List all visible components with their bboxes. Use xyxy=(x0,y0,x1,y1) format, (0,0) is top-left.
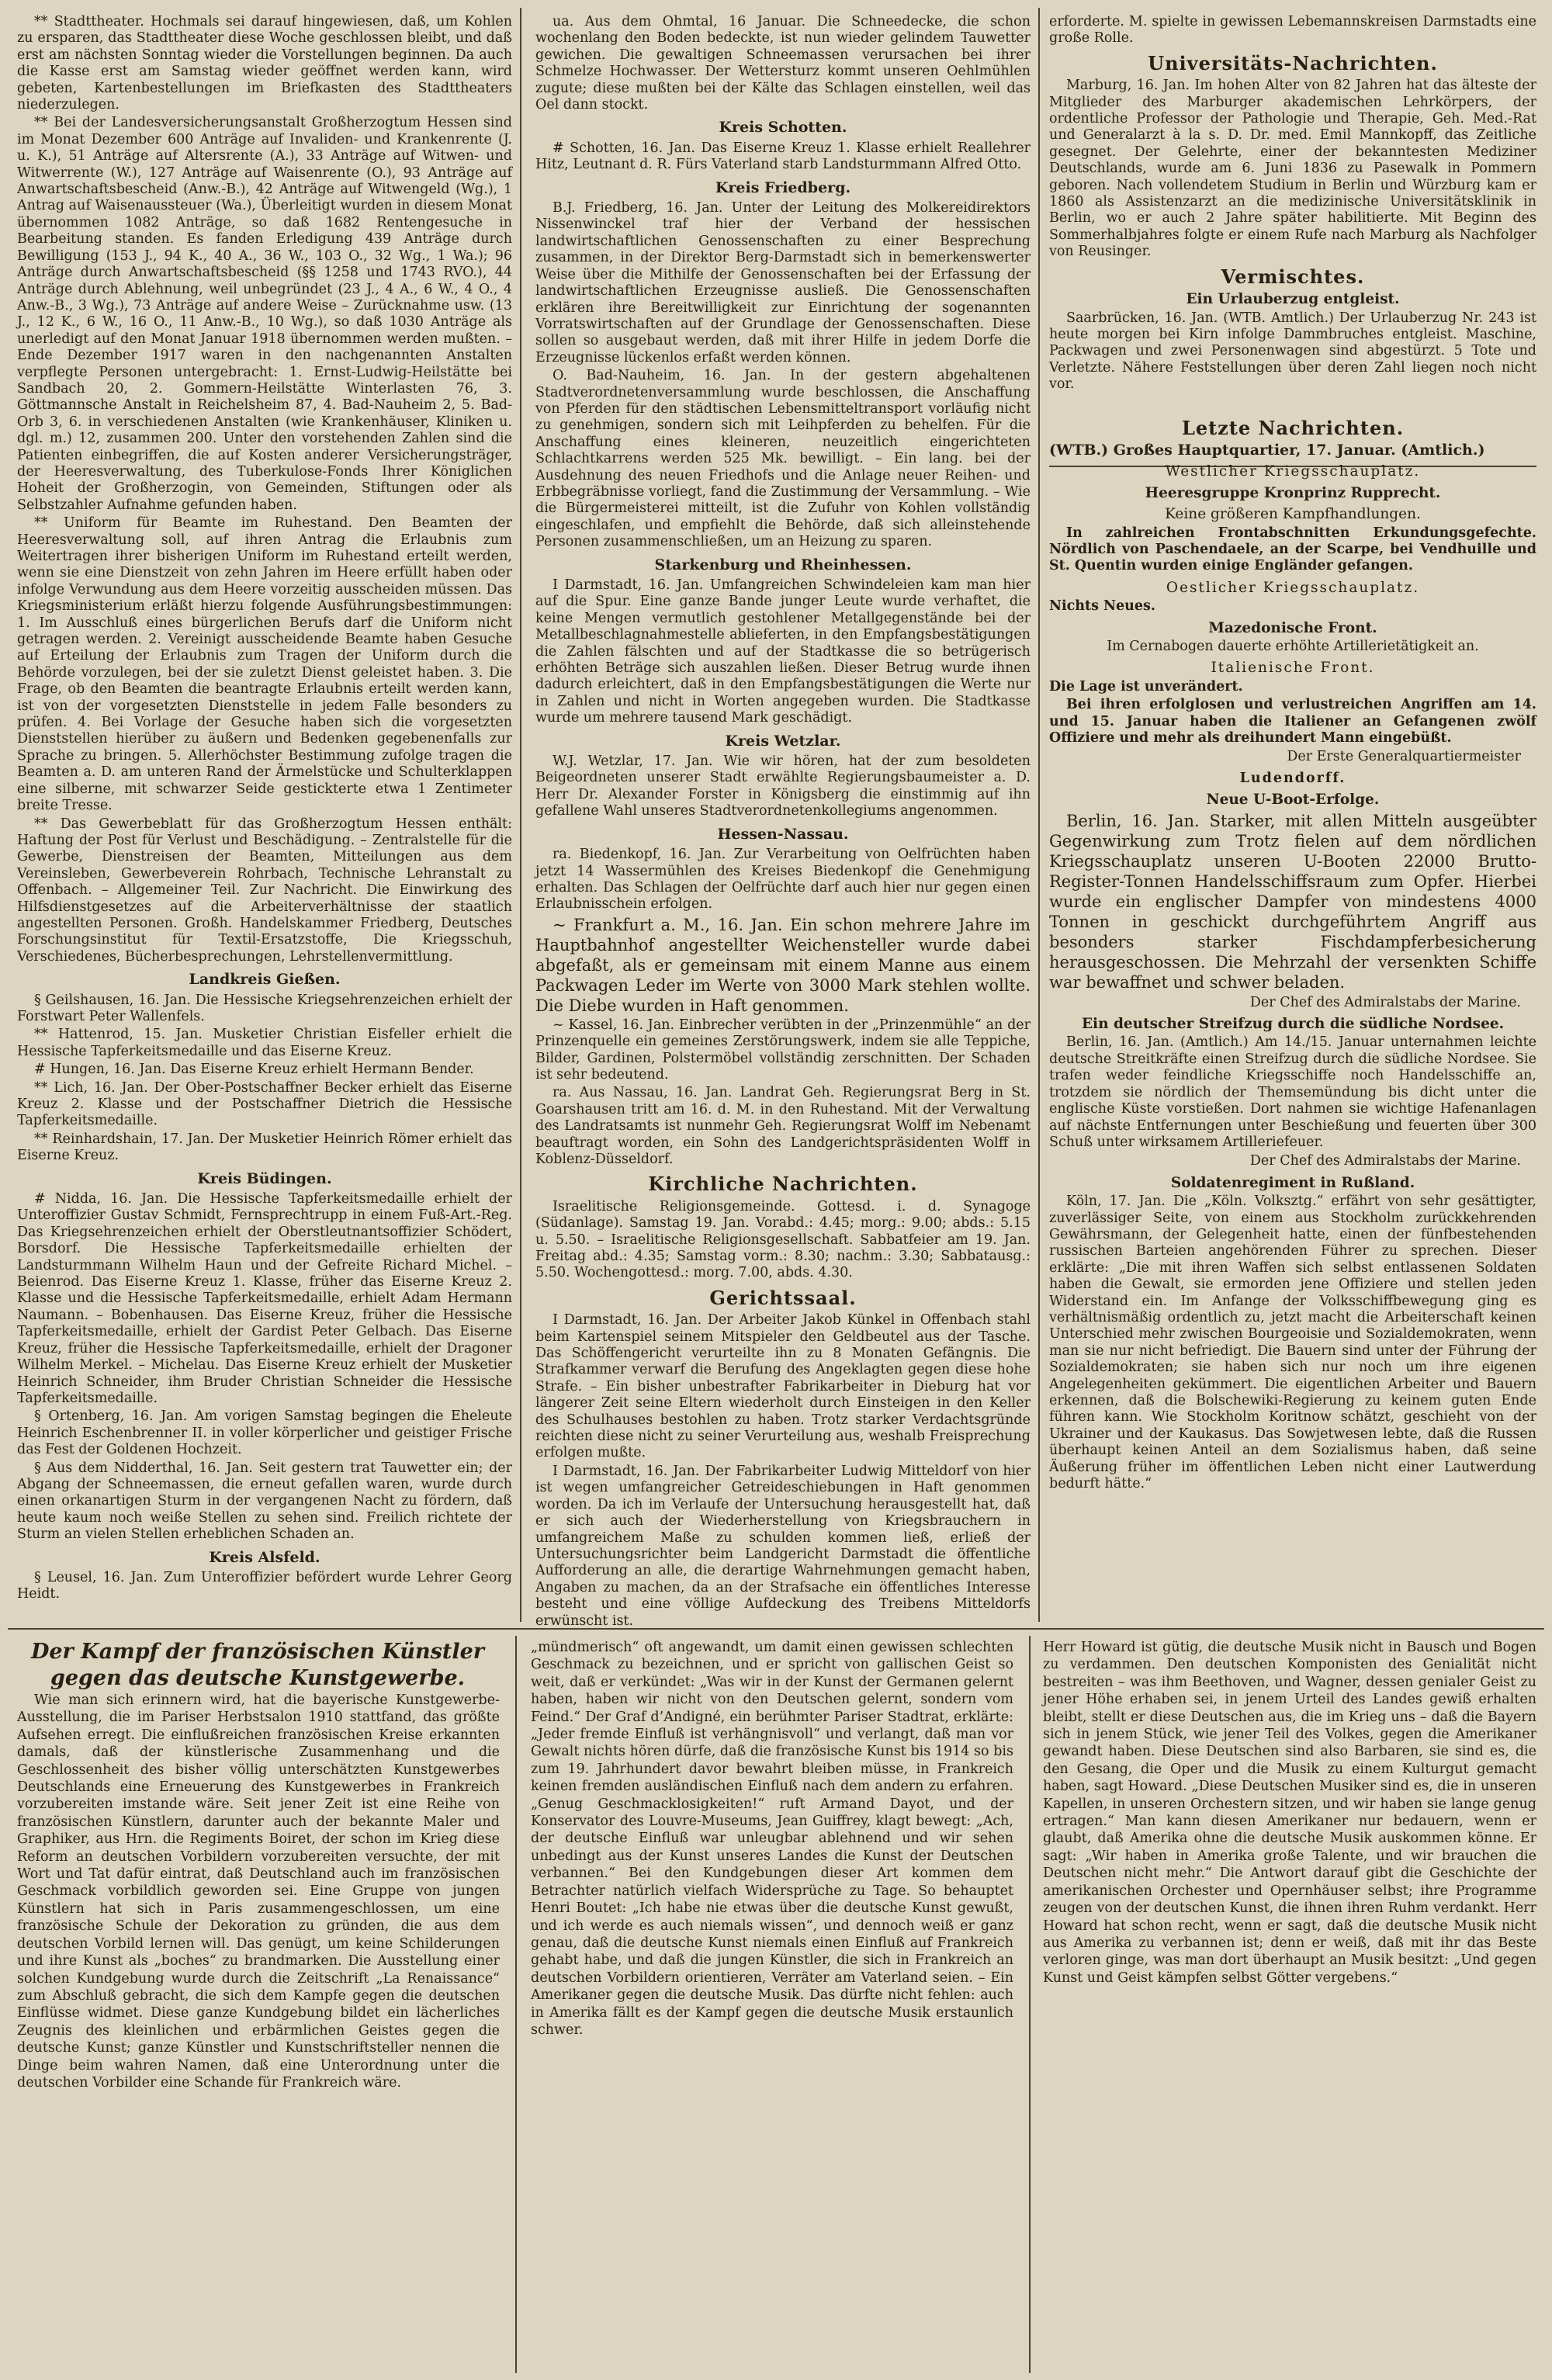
section-heading: Starkenburg und Rheinhessen. xyxy=(654,556,912,573)
section-heading: Letzte Nachrichten. xyxy=(1181,416,1405,439)
article-paragraph: Israelitische Religionsgemeinde. Gottesd. i. d. Synagoge (Südanlage). Samstag 19. Jan. Vorabd.: 4.45; morg.: 9.00; abds.: 5.15 u. 5.50. – Israelitische Religionsgesellschaft. Sabbatfeier am 19. Jan. Freitag abd.: 4.35; Samstag vorm.: 8.30; nachm.: 3.30; Sabbatausg.: 5.50. Wochengottesd.: morg. 7.00, abds. 4.30. xyxy=(535,1198,1031,1281)
section-heading: Kreis Friedberg. xyxy=(715,178,851,196)
article-paragraph: I Darmstadt, 16. Jan. Umfangreichen Schwindeleien kam man hier auf die Spur. Eine ganze Bande junger Leute wurde verhaftet, die keine Mengen vermutlich gestohlener Metallgegenstände bei der Metallbeschlagnahmestelle ablieferten, in den Empfangsbestätigungen die Zahlen fälschten und auf der Stadtkasse die so betrügerisch erhöhten Beträge sich auszahlen ließen. Dieser Betrug wurde ihnen dadurch erleichtert, daß in den Empfangsbestätigungen die Werte nur in Zahlen und nicht in Worten angegeben wurden. Die Stadtkasse wurde um mehrere tausend Mark geschädigt. xyxy=(535,577,1031,726)
article-paragraph: ** Bei der Landesversicherungsanstalt Großherzogtum Hessen sind im Monat Dezember 600 Anträge auf Invaliden- und Krankenrente (J. u. K.), 51 Anträge auf Altersrente (A.), 33 Anträge auf Witwen- und Witwerrente (W.), 127 Anträge auf Waisenrente (O.), 93 Anträge auf Anwartschaftsbescheid (Anw.-B.), 42 Anträge auf Witwengeld (Wg.), 1 Antrag auf Waisenaussteuer (Wa.), Überleitigt wurden in diesem Monat übernommen 1082 Anträge, so daß 1682 Rentengesuche in Bearbeitung standen. Es fanden Erledigung 439 Anträge durch Bewilligung (153 J., 94 K., 40 A., 36 W., 103 O., 32 Wg., 1 Wa.); 96 Anträge durch Anwartschaftsbescheid (§§ 1258 und 1743 RVO.), 44 Anträge durch Ablehnung, weil unbegründet (23 J., 4 A., 6 W., 4 O., 4 Anw.-B., 3 Wg.), 73 Anträge auf andere Weise – Zurücknahme usw. (13 J., 12 K., 6 W., 16 O., 11 Anw.-B., 10 Wg.), so daß 1030 Anträge als unerledigt auf den Monat Januar 1918 übernommen werden mußten. – Ende Dezember 1917 waren in den nachgenannten Anstalten verpflegte Personen untergebracht: 1. Ernst-Ludwig-Heilstätte bei Sandbach 20, 2. Gommern-Heilstätte Winterlasten 76, 3. Göttmannsche Anstalt in Reichelsheim 87, 4. Bad-Nauheim 2, 5. Bad-Orb 3, 6. in verschiedenen Anstalten (wie Krankenhäuser, Kliniken u. dgl. m.) 12, zusammen 200. Unter den vorstehenden Zahlen sind die Patienten einbegriffen, die auf Kosten anderer Versicherungsträger, der Heeresverwaltung, des Tuberkulose-Fonds Ihrer Königlichen Hoheit der Großherzogin, von Gemeinden, Stiftungen oder als Selbstzahler Aufnahme gefunden haben. xyxy=(17,115,512,513)
subheading: Heeresgruppe Kronprinz Rupprecht. xyxy=(1145,484,1441,501)
section-heading: Hessen-Nassau. xyxy=(717,825,849,843)
section-heading: Kreis Schotten. xyxy=(719,119,847,137)
section-heading: Kreis Büdingen. xyxy=(197,1169,332,1187)
article-paragraph: ** Das Gewerbeblatt für das Großherzogtum Hessen enthält: Haftung der Post für Verlust und Beschädigung. – Zentralstelle für die Gewerbe, Dienstreisen der Beamten, Mitteilungen aus dem Vereinsleben, Gewerbeverein Rohrbach, Technische Lehranstalt zu Offenbach. – Allgemeiner Teil. Zur Nachricht. Die Einwirkung des Hilfsdienstgesetzes auf die Arbeiterverhältnisse der staatlich angestellten Personen. Großh. Handelskammer Friedberg, Deutsches Forschungsinstitut für Textil-Ersatzstoffe, Die Kriegsschuh, Verschiedenes, Bücherbesprechungen, Lehrstellenvermittlung. xyxy=(17,816,512,965)
article-paragraph: § Geilshausen, 16. Jan. Die Hessische Kriegsehrenzeichen erhielt der Forstwart Peter Wallenfels. xyxy=(17,992,512,1024)
article-paragraph: # Hungen, 16. Jan. Das Eiserne Kreuz erhielt Hermann Bender. xyxy=(34,1062,474,1078)
article-paragraph: ra. Aus Nassau, 16. Jan. Landrat Geh. Regierungsrat Berg in St. Goarshausen tritt am 16. d. M. in den Ruhestand. Mit der Verwaltung des Landratsamts ist nunmehr Geh. Regierungsrat Wolff im Nebenamt beauftragt worden, ein Sohn des Landgerichtspräsidenten Wolff in Koblenz-Düsseldorf. xyxy=(535,1085,1031,1167)
article-paragraph: Im Cernabogen dauerte erhöhte Artillerietätigkeit an. xyxy=(1107,639,1479,654)
article-paragraph: # Nidda, 16. Jan. Die Hessische Tapferkeitsmedaille erhielt der Unteroffizier Gustav Schmidt, Fernsprechtrupp in einem Fuß-Art.-Reg. Das Kriegsehrenzeichen erhielt der Oberstleutnantsoffizier Schödert, Borsdorf. Die Hessische Tapferkeitsmedaille erhielten der Landsturmmann Wilhelm Haun und der Gefreite Richard Michel. – Beienrod. Das Eiserne Kreuz 1. Klasse, früher das Eiserne Kreuz 2. Klasse und die Hessische Tapferkeitsmedaille, erhielt Adam Hermann Naumann. – Bobenhausen. Das Eiserne Kreuz, früher die Hessische Tapferkeitsmedaille, erhielt der Gardist Peter Gelbach. Das Eiserne Kreuz, früher die Hessische Tapferkeitsmedaille, erhielt der Dragoner Wilhelm Merkel. – Michelau. Das Eiserne Kreuz erhielt der Musketier Heinrich Schneider, ihm Bruder Christian Schneider die Hessische Tapferkeitsmedaille. xyxy=(17,1191,512,1406)
dateline: (WTB.) Großes Hauptquartier, 17. Januar. (Amtlich.) xyxy=(1049,441,1485,459)
subheading: Keine größeren Kampfhandlungen. xyxy=(1165,506,1421,523)
subheading: Italienische Front. xyxy=(1211,660,1375,677)
column-middle xyxy=(535,14,1031,1629)
article-paragraph: § Aus dem Nidderthal, 16. Jan. Seit gestern trat Tauwetter ein; der Abgang der Schneemassen, die erneut gefallen waren, wurde durch einen orkanartigen Sturm in der vergangenen Nacht zu fördern, daß heute kaum noch weiße Stellen zu sehen sind. Freilich richtete der Sturm an vielen Stellen erheblichen Schaden an. xyxy=(17,1460,512,1543)
article-paragraph: I Darmstadt, 16. Jan. Der Fabrikarbeiter Ludwig Mitteldorf von hier ist wegen umfangreicher Getreideschiebungen in Haft genommen worden. Da ich im Verlaufe der Untersuchung herausgestellt hat, daß er sich auch der Wiederherstellung von Kriegsbrauchern in umfangreichem Maße zu schulden kommen ließ, erließ der Untersuchungsrichter beim Landgericht Darmstadt die öffentliche Aufforderung an alle, die derartige Wahrnehmungen gemacht haben, Angaben zu machen, da an der Strafsache ein öffentliches Interesse besteht und eine völlige Aufdeckung des Treibens Mitteldorfs erwünscht ist. xyxy=(535,1463,1031,1629)
column-rule xyxy=(1038,8,1040,1622)
article-paragraph: § Leusel, 16. Jan. Zum Unteroffizier befördert wurde Lehrer Georg Heidt. xyxy=(17,1569,512,1602)
article-paragraph: „mündmerisch“ oft angewandt, um damit einen gewissen schlechten Geschmack zu bezeichnen, und er spricht von gallischen Geist so weit, daß er verkündet: „Was wir in der Kunst der Germanen gelernt haben, haben wir nicht von den Deutschen gelernt, sondern vom Feind.“ Der Graf d’Andigné, ein berühmter Pariser Stadtrat, erklärte: „Jeder fremde Einfluß ist verhängnisvoll“ und verlangt, daß man vor Gewalt nichts hören dürfe, daß die französische Kunst bis 1914 so bis zum 19. Jahrhundert davor bewahrt bleiben müsse, in Frankreich keinen fremden ausländischen Einfluß nach dem andern zu erfahren. „Genug Geschmacklosigkeiten!“ ruft Armand Dayot, und der Konservator des Louvre-Museums, Jean Guiffrey, klagt bewegt: „Ach, der deutsche Einfluß war unleugbar ablehnend und wir sehen unbedingt aus der Kunst unseres Landes die Kunst der Deutschen verbannen.“ Bei den Kundgebungen dieser Art kommen dem Betrachter natürlich vielfach Widersprüche zu Tage. So behauptet Henri Boutet: „Ich habe nie etwas über die deutsche Kunst gewußt, und ich werde es auch niemals wissen“, und dennoch weiß er ganz genau, daß die deutsche Kunst niemals einen Einfluß auf Frankreich gehabt habe, und daß die jungen Künstler, die sich in Frankreich an deutschen Vorbildern orientieren, Verräter am Vaterland seien. – Ein Amerikaner gegen die deutsche Musik. Das dürfte nicht fehlen: auch in Amerika fällt es der Kampf gegen die deutsche Musik erstaunlich schwer. xyxy=(531,1640,1013,2038)
article-paragraph: Berlin, 16. Jan. Starker, mit allen Mitteln ausgeübter Gegenwirkung zum Trotz fielen auf dem nördlichen Kriegsschauplatz unseren U-Booten 22000 Brutto-Register-Tonnen Handelsschiffsraum zum Opfer. Hierbei wurde ein englischer Dampfer von mindestens 4000 Tonnen in geschickt durchgeführtem Angriff aus besonders starker Fischdampferbesicherung herausgeschossen. Die Mehrzahl der versenkten Schiffe war bewaffnet und schwer beladen. xyxy=(1049,811,1536,992)
article-paragraph: ~ Frankfurt a. M., 16. Jan. Ein schon mehrere Jahre im Hauptbahnhof angestellter Weichensteller wurde dabei abgefaßt, als er gemeinsam mit einem Manne aus einem Packwagen Leder im Werte von 3000 Mark stehlen wollte. Die Diebe wurden in Haft genommen. xyxy=(535,915,1031,1015)
section-heading: Kreis Alsfeld. xyxy=(209,1548,320,1566)
feature-column xyxy=(1043,1639,1536,2368)
article-paragraph: Bei ihren erfolglosen und verlustreichen Angriffen am 14. und 15. Januar haben die Italiener an Gefangenen zwölf Offiziere und mehr als dreihundert Mann eingebüßt. xyxy=(1049,697,1536,747)
subheading: Westlicher Kriegsschauplatz. xyxy=(1165,463,1421,480)
signature: Der Chef des Admiralstabs der Marine. xyxy=(1249,1153,1521,1169)
feature-column xyxy=(531,1639,1013,2368)
feature-article xyxy=(17,1639,1536,2368)
subheading: Ein Urlauberzug entgleist. xyxy=(1186,291,1400,308)
article-paragraph: ** Reinhardshain, 17. Jan. Der Musketier Heinrich Römer erhielt das Eiserne Kreuz. xyxy=(17,1131,512,1164)
article-paragraph: ** Hattenrod, 15. Jan. Musketier Christian Eisfeller erhielt die Hessische Tapferkeitsmedaille und das Eiserne Kreuz. xyxy=(17,1027,512,1059)
feature-title: Der Kampf der französischen Künstler gegen das deutsche Kunstgewerbe. xyxy=(30,1640,485,1690)
article-paragraph: Wie man sich erinnern wird, hat die bayerische Kunstgewerbe-Ausstellung, die im Pariser Herbstsalon 1910 stattfand, das größte Aufsehen erregt. Die einflußreichen französischen Kreise erkannten damals, daß der künstlerische Zusammenhang und die Geschlossenheit des bisher völlig unterschätzten Kunstgewerbes Deutschlands eine Erneuerung des Kunstgewerbes in Frankreich vorzubereiten imstande wäre. Seit jener Zeit ist eine Reihe von französischen Künstlern, darunter auch der bekannte Maler und Graphiker, aus Hrn. die Regiments Boiret, der schon im Krieg diese Reform an deutschen Vorbildern vorzubereiten versuchte, der mit Wort und Tat dafür eintrat, daß Deutschland auch im französischen Geschmack vorbildlich geworden sei. Eine Gruppe von jungen Künstlern hat sich in Paris zusammengeschlossen, um eine französische Schule der Dekoration zu gründen, die aus dem deutschen Vorbild lernen will. Das genügt, um keine Schilderungen und ihre Kunst als „boches“ zu brandmarken. Die Ausstellung einer solchen Kundgebung wurde durch die Zeitschrift „La Renaissance“ zum Abschluß gebracht, die sich dem Kampfe gegen die deutschen Einflüsse widmet. Diese ganze Kundgebung bildet ein lächerliches Zeugnis des kleinlichen und erbärmlichen Geistes gegen die deutsche Kunst; ganze Künstler und Kunstschriftsteller nennen die Dinge beim wahren Namen, daß eine Unterordnung unter die deutschen Vorbilder eine Schande für Frankreich wäre. xyxy=(17,1692,500,2091)
article-paragraph: In zahlreichen Frontabschnitten Erkundungsgefechte. Nördlich von Paschendaele, an der Scarpe, bei Vendhuille und St. Quentin wurden einige Engländer gefangen. xyxy=(1049,525,1536,574)
article-paragraph: I Darmstadt, 16. Jan. Der Arbeiter Jakob Künkel in Offenbach stahl beim Kartenspiel seinem Mitspieler den Geldbeutel aus der Tasche. Das Schöffengericht verurteilte ihn zu 8 Monaten Gefängnis. Die Strafkammer verwarf die Berufung des Angeklagten gegen diese hohe Strafe. – Ein bisher unbestrafter Fabrikarbeiter in Dieburg hat vor längerer Zeit seine Eltern wiederholt durch Einsteigen in den Keller des Schulhauses bestohlen zu haben. Trotz starker Verdachtsgründe reichten diese nicht zu seiner Verurteilung aus, weshalb Freisprechung erfolgen mußte. xyxy=(535,1312,1031,1461)
article-paragraph: ** Uniform für Beamte im Ruhestand. Den Beamten der Heeresverwaltung soll, auf ihren Antrag die Erlaubnis zum Weitertragen ihrer bisherigen Uniform im Ruhestand erteilt werden, wenn sie eine Dienstzeit von zehn Jahren im Heere erfüllt haben oder infolge Verwundung aus dem Heere vorzeitig ausscheiden müssen. Das Kriegsministerium erläßt hierzu folgende Ausführungsbestimmungen: 1. Im Ausschluß eines bürgerlichen Berufs darf die Uniform nicht getragen werden. 2. Vereinigt ausscheidende Beamte haben Gesuche auf Erteilung der Erlaubnis zum Tragen der Uniform durch die Behörde vorzulegen, bei der sie zuletzt Dienst geleistet haben. 3. Die Frage, ob den Beamten die beantragte Erlaubnis erteilt werden kann, ist von der vorgesetzten Dienststelle in jedem Falle besonders zu prüfen. 4. Bei Vorlage der Gesuche haben sich die vorgesetzten Dienststellen hierüber zu äußern und Bedenken gegebenenfalls zur Sprache zu bringen. 5. Allerhöchster Bestimmung zufolge tragen die Beamten a. D. am unteren Rand der Ärmelstücke und Schulterklappen eine silberne, mit schwarzer Seide gestickterte etwa 1 Zentimeter breite Tresse. xyxy=(17,515,512,814)
article-paragraph: Marburg, 16. Jan. Im hohen Alter von 82 Jahren hat das älteste der Mitglieder des Marburger akademischen Lehrkörpers, der ordentliche Professor der Pathologie und Therapie, Geh. Med.-Rat und Generalarzt à la s. D. Dr. med. Emil Mannkopff, das Zeitliche gesegnet. Der Gelehrte, einer der bekanntesten Mediziner Deutschlands, wurde am 6. Juni 1836 zu Pasewalk in Pommern geboren. Nach vollendetem Studium in Berlin und Würzburg kam er 1860 als Assistenzarzt an die medizinische Universitätsklinik in Berlin, wo er auch 2 Jahre später habilitierte. Mit Beginn des Sommerhalbjahres folgte er einem Rufe nach Marburg als Nachfolger von Reusinger. xyxy=(1049,78,1536,260)
section-heading: Kirchliche Nachrichten. xyxy=(648,1173,918,1196)
article-paragraph: B.J. Friedberg, 16. Jan. Unter der Leitung des Molkereidirektors Nissenwinckel traf hier der Verband der hessischen landwirtschaftlichen Genossenschaften zu einer Besprechung zusammen, in der Direktor Berg-Darmstadt sich in bemerkenswerter Weise über die Mithilfe der Genossenschaften bei der Erfassung der landwirtschaftlichen Erzeugnisse ausließ. Die Genossenschaften erklären ihre Bereitwilligkeit zur Einrichtung der sogenannten Vorratswirtschaften auf der Grundlage der Genossenschaften. Diese sollen so ausgebaut werden, daß mit ihrer Hilfe in jedem Dorfe die Erzeugnisse lückenlos erfaßt werden können. xyxy=(535,200,1031,365)
section-heading: Landkreis Gießen. xyxy=(189,971,341,989)
section-heading: Vermischtes. xyxy=(1221,265,1365,288)
article-paragraph: ** Lich, 16. Jan. Der Ober-Postschaffner Becker erhielt das Eiserne Kreuz 2. Klasse und der Postschaffner Dietrich die Hessische Tapferkeitsmedaille. xyxy=(17,1079,512,1129)
article-paragraph: Die Lage ist unverändert. xyxy=(1049,678,1243,695)
article-paragraph: O. Bad-Nauheim, 16. Jan. In der gestern abgehaltenen Stadtverordnetenversammlung wurde beschlossen, die Anschaffung von Pferden für den städtischen Lebensmitteltransport vorläufig nicht zu genehmigen, sondern sich mit Leihpferden zu behelfen. Für die Anschaffung eines kleineren, neuzeitlich eingerichteten Schlachtkarrens werden 525 Mk. bewilligt. – Ein lang. bei der Ausdehnung des neuen Friedhofs und die Anlage neuer Reihen- und Erbbegräbnisse vorliegt, fand die Zustimmung der Versammlung. – Wie die Bürgermeisterei mitteilt, ist die Zufuhr von Kohlen vollständig eingeschlafen, und empfiehlt die Behörde, daß sich alleinstehende Personen zusammenschließen, um an Heizung zu sparen. xyxy=(535,368,1031,550)
feature-column xyxy=(17,1639,500,2368)
subheading: Mazedonische Front. xyxy=(1208,619,1377,636)
signature: Ludendorff. xyxy=(1239,770,1346,786)
subheading: Ein deutscher Streifzug durch die südliche Nordsee. xyxy=(1081,1016,1505,1033)
section-heading: Universitäts-Nachrichten. xyxy=(1148,51,1438,74)
subheading: Soldatenregiment in Rußland. xyxy=(1170,1174,1415,1191)
article-paragraph: Köln, 17. Jan. Die „Köln. Volksztg.“ erfährt von sehr gesättigter, zuverlässiger Seite, von einem aus Stockholm zurückkehrenden Gewährsmann, der Gelegenheit hatte, einen der fünfbestehenden russischen Barteien angehörenden Führer zu sprechen. Dieser erklärte: „Die mit ihren Waffen sich selbst entlassenen Soldaten haben die Gewalt, sie ermorden jene Offiziere und stellen jeden Widerstand ein. Im Anfange der Volksschiffbewegung ging es verhältnismäßig ordentlich zu, jetzt macht die Arbeiterschaft keinen Unterschied mehr zwischen Bourgeoisie und Sozialdemokraten, wenn man sie nur nicht befriedigt. Die Bauern sind unter der Führung der Sozialdemokraten; sie haben sich nur noch um ihre eigenen Angelegenheiten gekümmert. Die eigentlichen Arbeiter und Bauern erkennen, daß die Bolschewiki-Regierung zu keinem guten Ende führen kann. Wie Stockholm Koritnow schätzt, geschieht von der Ukrainer und der Kaukasus. Das Sowjetwesen lebte, daß die Russen überhaupt keinen Anteil an dem Sozialismus haben, daß seine Äußerung früher im öffentlichen Leben nicht einer Lautwerdung bedurft hätte.“ xyxy=(1049,1193,1536,1492)
signature: Der Chef des Admiralstabs der Marine. xyxy=(1249,994,1521,1010)
signature: Der Erste Generalquartiermeister xyxy=(1287,749,1521,765)
article-paragraph: Saarbrücken, 16. Jan. (WTB. Amtlich.) Der Urlauberzug Nr. 243 ist heute morgen bei Kirn infolge Dammbruches entgleist. Maschine, Packwagen und zwei Personenwagen sind abgestürzt. 5 Tote und Verletzte. Nähere Feststellungen über deren Zahl liegen noch nicht vor. xyxy=(1049,310,1536,393)
article-paragraph: ra. Biedenkopf, 16. Jan. Zur Verarbeitung von Oelfrüchten haben jetzt 14 Wassermühlen des Kreises Biedenkopf die Genehmigung erhalten. Das Schlagen der Oelfrüchte darf auch hier nur gegen einen Erlaubnisschein erfolgen. xyxy=(535,847,1031,913)
article-paragraph: Herr Howard ist gütig, die deutsche Musik nicht in Bausch und Bogen zu verdammen. Den deutschen Komponisten des Genialität nicht bestreiten – was ihm Beethoven, und Wagner, dessen genialer Geist zu jener Höhe erhaben sei, in jenem Urteil des Landes gewiß erhalten bleibt, stellt er diese Deutschen aus, die im Krieg uns – daß die Bayern sich in jenem Stück, wie jener Teil des Volkes, gegen die Amerikaner gewandt haben. Diese Deutschen sind also Barbaren, sie sind es, die den Gesang, die Oper und die Musik zu einem Kulturgut gemacht haben, sagt Howard. „Diese Deutschen Musiker sind es, die in unseren Kapellen, in unseren Orchestern sitzen, und wir haben sie lange genug ertragen.“ Man kann diesen Amerikaner nur bedauern, wenn er glaubt, daß Amerika ohne die deutsche Musik auskommen könne. Er sagt: „Wir haben in Amerika große Talente, und wir brauchen die Deutschen nicht mehr.“ Die Antwort darauf gibt die Geschichte der amerikanischen Orchester und Opernhäuser selbst; ihre Programme zeugen von der deutschen Kunst, die ihnen ihren Ruhm verdankt. Herr Howard hat schon recht, wenn er sagt, daß die deutsche Musik nicht aus Amerika zu verbannen ist; denn er weiß, daß mit ihr das Beste verloren ginge, was man dort überhaupt an Musik besitzt: „Und gegen Kunst und Geist kämpfen selbst Götter vergebens.“ xyxy=(1043,1640,1536,1986)
article-paragraph: ua. Aus dem Ohmtal, 16 Januar. Die Schneedecke, die schon wochenlang den Boden bedeckte, ist nun wieder gelindem Tauwetter gewichen. Die gewaltigen Schneemassen verursachen bei ihrer Schmelze Hochwasser. Der Wettersturz kommt unseren Oehlmühlen zugute; diese mußten bei der Kälte das Schlagen einstellen, weil das Oel dann stockt. xyxy=(535,14,1031,113)
article-paragraph: W.J. Wetzlar, 17. Jan. Wie wir hören, hat der zum besoldeten Beigeordneten unserer Stadt erwählte Regierungsbaumeister a. D. Herr Dr. Alexander Forster in Königsberg die einstimmig auf ihn gefallene Wahl unseres Stadtverordnetenkollegiums angenommen. xyxy=(535,753,1031,819)
article-paragraph: Nichts Neues. xyxy=(1049,598,1155,615)
column-rule xyxy=(520,8,521,1622)
article-paragraph: § Ortenberg, 16. Jan. Am vorigen Samstag begingen die Eheleute Heinrich Eschenbrenner II. in voller körperlicher und geistiger Frische das Fest der Goldenen Hochzeit. xyxy=(17,1408,512,1458)
article-paragraph: Berlin, 16. Jan. (Amtlich.) Am 14./15. Januar unternahmen leichte deutsche Streitkräfte einen Streifzug durch die südliche Nordsee. Sie trafen weder feindliche Kriegsschiffe noch Handelsschiffe an, trotzdem sie nördlich der Themsemündung bis dicht unter die englische Küste vorstießen. Dort nahmen sie wichtige Hafenanlagen auf nächste Entfernungen unter Beschießung und feuerten über 300 Schuß unter wirksamem Artilleriefeuer. xyxy=(1049,1034,1536,1150)
article-paragraph: # Schotten, 16. Jan. Das Eiserne Kreuz 1. Klasse erhielt Reallehrer Hitz, Leutnant d. R. Fürs Vaterland starb Landsturmmann Alfred Otto. xyxy=(535,140,1031,173)
subheading: Neue U-Boot-Erfolge. xyxy=(1206,792,1380,809)
article-paragraph: ~ Kassel, 16. Jan. Einbrecher verübten in der „Prinzenmühle“ an der Prinzenquelle ein gemeines Zerstörungswerk, indem sie alle Teppiche, Bilder, Gardinen, Polstermöbel vollständig zerschnitten. Der Schaden ist sehr bedeutend. xyxy=(535,1017,1031,1083)
article-paragraph: erforderte. M. spielte in gewissen Lebemannskreisen Darmstadts eine große Rolle. xyxy=(1049,14,1536,47)
section-heading: Gerichtssaal. xyxy=(709,1286,857,1309)
section-heading: Kreis Wetzlar. xyxy=(725,732,841,750)
subheading: Oestlicher Kriegsschauplatz. xyxy=(1166,579,1420,596)
article-paragraph: ** Stadttheater. Hochmals sei darauf hingewiesen, daß, um Kohlen zu ersparen, das Stadttheater diese Woche geschlossen bleibt, und daß erst am nächsten Sonntag wieder die Vorstellungen beginnen. Da auch die Kasse erst am Samstag wieder geöffnet werden kann, wird gebeten, Kartenbestellungen im Briefkasten des Stadttheaters niederzulegen. xyxy=(17,14,512,113)
column-right xyxy=(1049,14,1536,1566)
column-left xyxy=(17,14,512,1602)
